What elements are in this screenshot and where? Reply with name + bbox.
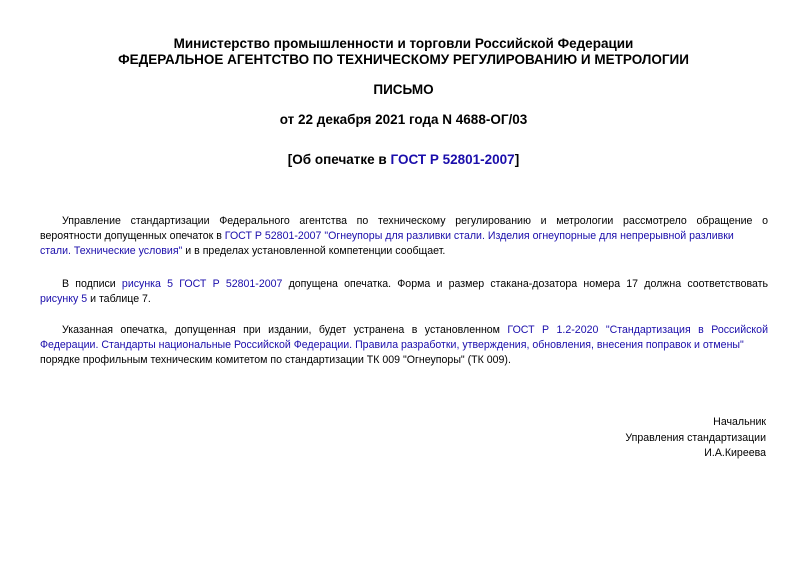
paragraph-3 [40,323,768,369]
signature-position: Начальник [713,416,766,428]
paragraph-1-line-3 [40,244,768,259]
subject-suffix: ] [514,152,520,167]
paragraph-3-line-1 [40,323,768,338]
figure-5-gost-link[interactable]: рисунка 5 ГОСТ Р 52801-2007 [121,278,283,290]
paragraph-3-text: Указанная опечатка, допущенная при издании, будет устранена в установленном [62,324,508,336]
signature-name: И.А.Киреева [704,447,766,459]
document-type: ПИСЬМО [373,82,434,97]
paragraph-3-line-2 [40,338,768,353]
subject-gost-link[interactable]: ГОСТ Р 52801-2007 [390,152,515,167]
paragraph-2 [40,277,768,307]
gost-52801-link-cont[interactable]: стали. Технические условия" [40,245,183,258]
paragraph-2-text: В подписи [62,278,122,290]
paragraph-1-line-1: Управление стандартизации Федерального агентства по техническому регулированию и метрологии рассмотрело обращение о [62,215,768,227]
gost-1-2-link-cont[interactable]: Федерации. Стандарты национальные Российской Федерации. Правила разработки, утверждения, обновления, внесения поправок и отмены" [40,339,744,352]
paragraph-2-text-mid: допущена опечатка. Форма и размер стакана-дозатора номера 17 должна соответствовать [282,278,768,290]
signature-department: Управления стандартизации [625,431,766,444]
paragraph-2-line-1 [40,277,768,292]
paragraph-2-text-end: и таблице 7. [87,293,151,306]
paragraph-1-text: вероятности допущенных опечаток в [40,230,225,243]
ministry-name: Министерство промышленности и торговли Российской Федерации [173,36,634,51]
document-subject [0,152,807,168]
figure-5-link[interactable]: рисунку 5 [40,293,88,306]
paragraph-2-line-2 [40,292,768,307]
document-date-number: от 22 декабря 2021 года N 4688-ОГ/03 [279,112,528,127]
paragraph-1 [40,214,768,260]
paragraph-1-line-2 [40,229,768,244]
agency-name: ФЕДЕРАЛЬНОЕ АГЕНТСТВО ПО ТЕХНИЧЕСКОМУ РЕГУЛИРОВАНИЮ И МЕТРОЛОГИИ [118,52,689,67]
signature-block [625,415,766,462]
gost-52801-link[interactable]: ГОСТ Р 52801-2007 "Огнеупоры для разливки стали. Изделия огнеупорные для непрерывной разливки [224,230,734,243]
paragraph-3-line-3: порядке профильным техническим комитетом по стандартизации ТК 009 "Огнеупоры" (ТК 009). [40,354,511,367]
gost-1-2-link[interactable]: ГОСТ Р 1.2-2020 "Стандартизация в Российской [507,324,768,336]
subject-prefix: [Об опечатке в [287,152,391,167]
paragraph-1-text-end: и в пределах установленной компетенции сообщает. [182,245,446,258]
